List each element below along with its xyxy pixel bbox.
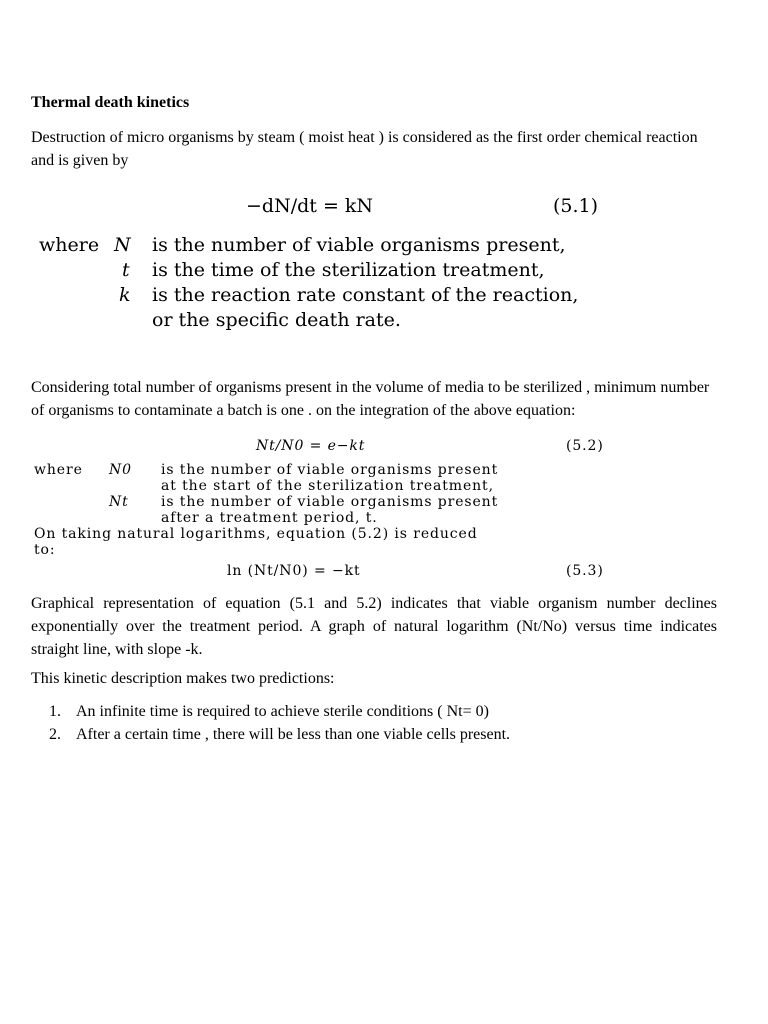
- predictions-list: [31, 700, 510, 746]
- definition-text: is the number of viable organisms present: [161, 462, 499, 478]
- definition-text: at the start of the sterilization treatment,: [161, 478, 494, 494]
- log-instruction-line: On taking natural logarithms, equation (5.2) is reduced: [34, 526, 478, 542]
- list-item-text: An infinite time is required to achieve sterile conditions ( Nt= 0): [76, 703, 489, 720]
- symbol-nt: Nt: [109, 494, 129, 510]
- list-number: 1.: [49, 703, 61, 720]
- symbol-n0: N0: [109, 462, 132, 478]
- definition-text: is the number of viable organisms present,: [152, 234, 566, 256]
- symbol-k: k: [119, 284, 131, 306]
- predictions-intro: This kinetic description makes two predictions:: [31, 670, 335, 687]
- symbol-n: N: [114, 234, 131, 256]
- definition-text: is the time of the sterilization treatment,: [152, 259, 545, 281]
- equation-5-2-block: [31, 436, 631, 581]
- list-number: 2.: [49, 726, 61, 743]
- list-item-text: After a certain time , there will be less than one viable cells present.: [76, 726, 511, 743]
- graph-description-paragraph: Graphical representation of equation (5.1 and 5.2) indicates that viable organism number declines exponentially over the treatment period. A graph of natural logarithm (Nt/No) versus time indicates straight line, with slope -k.: [31, 595, 717, 658]
- integration-paragraph: Considering total number of organisms present in the volume of media to be sterilized , minimum number of organisms to contaminate a batch is one . on the integration of the above equation:: [31, 379, 710, 419]
- where-label: where: [34, 462, 83, 478]
- log-instruction-line: to:: [34, 542, 56, 558]
- section-heading: Thermal death kinetics: [31, 94, 190, 111]
- equation-5-1-number: (5.1): [553, 195, 599, 217]
- where-label: where: [39, 234, 100, 256]
- equation-5-3-number: (5.3): [566, 563, 604, 579]
- definition-text: or the specific death rate.: [152, 309, 401, 331]
- definition-text: is the number of viable organisms present: [161, 494, 499, 510]
- equation-5-3: ln (Nt/N0) = −kt: [227, 563, 361, 579]
- equation-5-2: Nt/N0 = e−kt: [256, 438, 366, 454]
- definition-text: is the reaction rate constant of the reaction,: [152, 284, 579, 306]
- list-item: [31, 723, 510, 746]
- intro-paragraph: Destruction of micro organisms by steam ( moist heat ) is considered as the first order chemical reaction and is given by: [31, 129, 698, 169]
- symbol-t: t: [122, 259, 130, 281]
- equation-5-1: −dN/dt = kN: [246, 195, 374, 217]
- definition-row-n0: [34, 462, 132, 478]
- list-item: [31, 700, 510, 723]
- equation-5-1-block: [31, 190, 631, 335]
- equation-5-2-number: (5.2): [566, 438, 604, 454]
- definition-text: after a treatment period, t.: [161, 510, 378, 526]
